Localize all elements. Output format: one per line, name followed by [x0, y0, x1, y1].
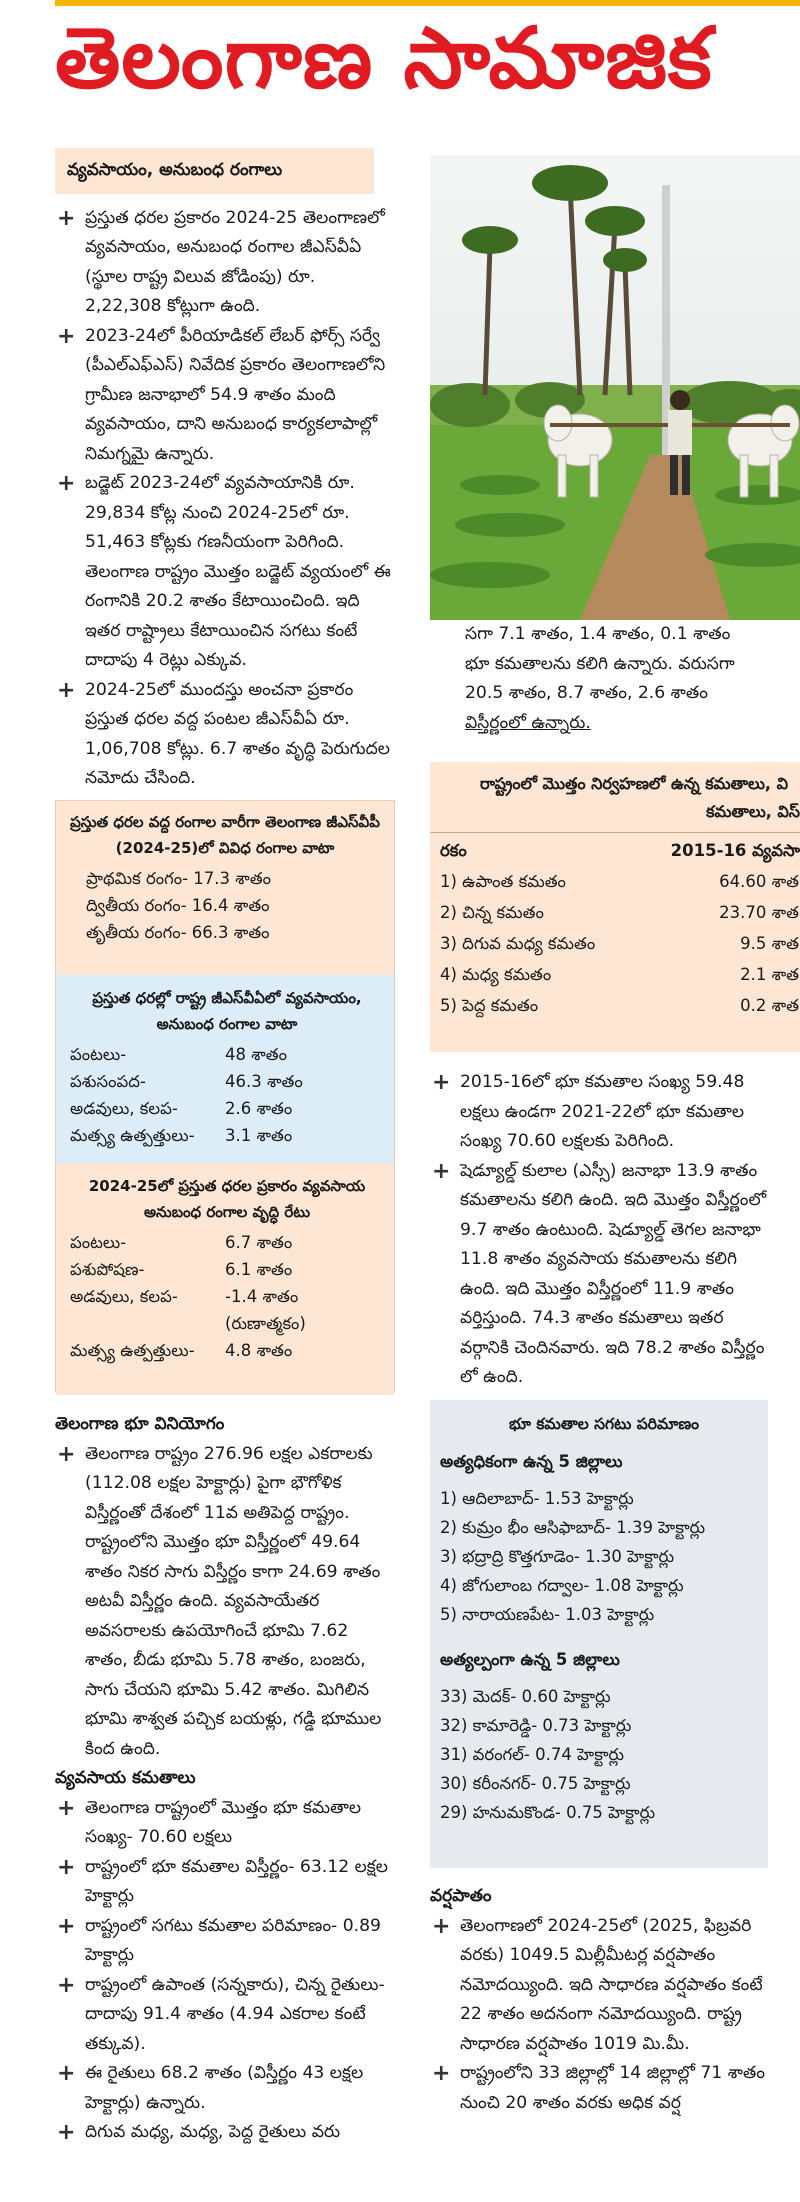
left-column	[55, 148, 395, 794]
rainfall-section	[430, 1882, 770, 2118]
district-row: 33) మెదక్- 0.60 హెక్టార్లు	[440, 1687, 611, 1706]
plus-icon: +	[57, 677, 76, 703]
plus-icon: +	[57, 323, 76, 349]
gsvp-row: తృతీయ రంగం- 66.3 శాతం	[86, 923, 270, 942]
agri-bullet-4: + 2024-25లో ముందస్తు అంచనా ప్రకారం ప్రస్తుత ధరల వద్ద పంటల జీఎస్‌వీఏ రూ. 1,06,708 కోట్లు. 6.7 శాతం వృద్ధి పెరుగుదల నమోదు చేసింది.	[57, 677, 390, 788]
plus-icon: +	[57, 1441, 76, 1467]
land-use-bullets	[55, 1440, 395, 1765]
growth-row: అడవులు, కలప- -1.4 శాతం	[70, 1287, 299, 1306]
sector-boxes	[55, 800, 395, 1392]
holdings-table-header: రకం 2015-16 వ్యవసా	[440, 841, 800, 860]
holdings-table-row: 5) పెద్ద కమతం 0.2 శాత	[440, 996, 799, 1015]
gsvp-row: ప్రాథమిక రంగం- 17.3 శాతం	[86, 869, 272, 888]
right-bullets	[430, 1068, 770, 1393]
holdings-heading: వ్యవసాయ కమతాలు	[55, 1768, 196, 1788]
right-cont-line: విస్తీర్ణంలో ఉన్నారు.	[465, 712, 591, 733]
plus-icon: +	[432, 2061, 451, 2086]
plus-icon: +	[432, 1913, 451, 1939]
plus-icon: +	[57, 1913, 76, 1939]
district-row: 1) ఆదిలాబాద్- 1.53 హెక్టార్లు	[440, 1489, 634, 1508]
holdings-table-grid	[430, 837, 800, 1023]
holdings-table-row: 2) చిన్న కమతం 23.70 శాత	[440, 903, 799, 922]
holdings-bullet: + రాష్ట్రంలో ఉపాంత (సన్నకారు), చిన్న రైతులు- దాదాపు 91.4 శాతం (4.94 ఎకరాల కంటే తక్కువ).	[57, 1972, 385, 2054]
holdings-bullet: + దిగువ మధ్య, మధ్య, పెద్ద రైతులు వరు	[55, 2118, 395, 2148]
agri-bullets	[55, 204, 395, 794]
bullock-plough-illustration	[430, 155, 800, 620]
district-row: 29) హనుమకొండ- 0.75 హెక్టార్లు	[440, 1803, 656, 1822]
holdings-bullet: + రాష్ట్రంలో భూ కమతాల విస్తీర్ణం- 63.12 లక్షల హెక్టార్లు	[57, 1854, 388, 1906]
right-cont-paragraph	[465, 620, 795, 738]
holdings-bullet: + రాష్ట్రంలో సగటు కమతాల పరిమాణం- 0.89 హెక్టార్లు	[57, 1913, 381, 1965]
growth-row: (రుణాత్మకం)	[225, 1314, 306, 1333]
district-row: 32) కామారెడ్డి- 0.73 హెక్టార్లు	[440, 1716, 632, 1735]
rain-bullet-1: + తెలంగాణలో 2024-25లో (2025, ఫిబ్రవరి వరకు) 1049.5 మిల్లీమీటర్ల వర్షపాతం నమోదయ్యింది. ఇది సాధారణ వర్షపాతం కంటే 22 శాతం అదనంగా నమోదయ్యింది. రాష్ట్ర సాధారణ వర్షపాతం 1019 మి.మీ.	[432, 1913, 763, 2054]
agri-bullet-2: + 2023-24లో పీరియాడికల్ లేబర్ ఫోర్స్ సర్వే (పీఎల్ఎఫ్ఎస్) నివేదిక ప్రకారం తెలంగాణలోని గ్రామీణ జనాభాలో 54.9 శాతం మంది వ్యవసాయం, దాని అనుబంధ కార్యకలాపాల్లో నిమగ్నమై ఉన్నారు.	[57, 323, 386, 464]
holdings-table-title-2: కమతాలు, విస్	[706, 802, 800, 821]
plus-icon: +	[57, 1972, 76, 1998]
holdings-table-row: 3) దిగువ మధ్య కమతం 9.5 శాత	[440, 934, 799, 953]
holdings-table-title-1: రాష్ట్రంలో మొత్తం నిర్వహణలో ఉన్న కమతాలు, వి	[480, 774, 788, 793]
agri-heading: వ్యవసాయం, అనుబంధ రంగాలు	[55, 148, 374, 194]
plus-icon: +	[57, 2061, 76, 2086]
land-use-bullet: + తెలంగాణ రాష్ట్రం 276.96 లక్షల ఎకరాలకు (112.08 లక్షల హెక్టార్లు) పైగా భౌగోళిక విస్తీర్ణంతో దేశంలో 11వ అతిపెద్ద రాష్ట్రం. రాష్ట్రంలోని మొత్తం భూ విస్తీర్ణంలో 49.64 శాతం నికర సాగు విస్తీర్ణం కాగా 24.69 శాతం అటవీ విస్తీర్ణం ఉంది. వ్యవసాయేతర అవసరాలకు ఉపయోగించే భూమి 7.62 శాతం, బీడు భూమి 5.78 శాతం, బంజరు, సాగు చేయని భూమి 5.42 శాతం. మిగిలిన భూమి శాశ్వత పచ్చిక బయళ్లు, గడ్డి భూముల కింద ఉంది.	[57, 1441, 382, 1759]
farm-photo	[430, 155, 800, 620]
district-row: 3) భద్రాద్రి కొత్తగూడెం- 1.30 హెక్టార్లు	[440, 1547, 675, 1566]
rain-bullet-2: + రాష్ట్రంలోని 33 జిల్లాల్లో 14 జిల్లాల్లో 71 శాతం నుంచి 20 శాతం వరకు అధిక వర్ష	[432, 2061, 765, 2113]
plus-icon: +	[57, 471, 76, 496]
share-row: అడవులు, కలప- 2.6 శాతం	[70, 1099, 293, 1118]
district-row: 31) వరంగల్- 0.74 హెక్టార్లు	[440, 1745, 625, 1764]
plus-icon: +	[57, 1854, 76, 1880]
headline-title: తెలంగాణ సామాజిక	[55, 9, 713, 107]
most-heading: అత్యధికంగా ఉన్న 5 జిల్లాలు	[440, 1452, 623, 1471]
share-row: పశుసంపద- 46.3 శాతం	[70, 1072, 303, 1091]
plus-icon: +	[57, 205, 76, 231]
holdings-bullets	[55, 1794, 395, 2148]
right-cont-line: భూ కమతాలను కలిగి ఉన్నారు. వరుసగా	[465, 653, 735, 674]
right-cont-line: సగా 7.1 శాతం, 1.4 శాతం, 0.1 శాతం	[465, 624, 731, 644]
gsvp-box	[56, 801, 394, 975]
share-row: పంటలు- 48 శాతం	[70, 1045, 287, 1064]
headline-banner	[0, 0, 800, 120]
right-bullet-1: + 2015-16లో భూ కమతాల సంఖ్య 59.48 లక్షలు ఉండగా 2021-22లో భూ కమతాల సంఖ్య 70.60 లక్షలకు పెరిగింది.	[432, 1070, 745, 1151]
growth-row: పంటలు- 6.7 శాతం	[70, 1233, 293, 1252]
left-lower-column	[55, 1410, 395, 2148]
agri-bullet-1: + ప్రస్తుత ధరల ప్రకారం 2024-25 తెలంగాణలో వ్యవసాయం, అనుబంధ రంగాల జీఎస్‌వీఏ (స్థూల రాష్ట్ర విలువ జోడింపు) రూ. 2,22,308 కోట్లుగా ఉంది.	[57, 205, 385, 316]
headline-rule	[55, 0, 800, 6]
growth-row: పశుపోషణ- 6.1 శాతం	[70, 1260, 293, 1279]
share-title: ప్రస్తుత ధరల్లో రాష్ట్ర జీఎస్‌వీఏలో వ్యవసాయం, అనుబంధ రంగాల వాటా	[92, 989, 362, 1033]
district-row: 30) కరీంనగర్- 0.75 హెక్టార్లు	[440, 1774, 631, 1793]
avg-holding-box	[430, 1400, 768, 1868]
holdings-table-row: 1) ఉపాంత కమతం 64.60 శాత	[440, 872, 799, 891]
holdings-table	[430, 762, 800, 1052]
holdings-table-row: 4) మధ్య కమతం 2.1 శాత	[440, 965, 799, 984]
share-box	[56, 975, 394, 1163]
agri-bullet-3: + బడ్జెట్ 2023-24లో వ్యవసాయానికి రూ. 29,834 కోట్ల నుంచి 2024-25లో రూ. 51,463 కోట్లకు గణనీయంగా పెరిగింది. తెలంగాణ రాష్ట్రం మొత్తం బడ్జెట్ వ్యయంలో ఈ రంగానికి 20.2 శాతం కేటాయించింది. ఇది ఇతర రాష్ట్రాలు కేటాయించిన సగటు కంటే దాదాపు 4 రెట్లు ఎక్కువ.	[57, 471, 391, 670]
plus-icon: +	[432, 1070, 451, 1095]
gsvp-title: ప్రస్తుత ధరల వద్ద రంగాల వారీగా తెలంగాణ జీఎస్‌వీపీ (2024-25)లో వివిధ రంగాల వాటా	[70, 813, 380, 857]
share-row: మత్స్య ఉత్పత్తులు- 3.1 శాతం	[70, 1126, 293, 1145]
holdings-bullet: + తెలంగాణ రాష్ట్రంలో మొత్తం భూ కమతాల సంఖ్య- 70.60 లక్షలు	[57, 1795, 362, 1847]
district-row: 4) జోగులాంబ గద్వాల- 1.08 హెక్టార్లు	[440, 1576, 684, 1595]
holdings-bullet: + ఈ రైతులు 68.2 శాతం (విస్తీర్ణం 43 లక్షల హెక్టార్లు) ఉన్నారు.	[57, 2061, 364, 2113]
rain-heading: వర్షపాతం	[430, 1886, 492, 1906]
district-row: 2) కుమ్రం భీం ఆసిఫాబాద్- 1.39 హెక్టార్లు	[440, 1518, 706, 1537]
plus-icon: +	[57, 2120, 76, 2145]
right-cont-line: 20.5 శాతం, 8.7 శాతం, 2.6 శాతం	[465, 683, 708, 703]
growth-title: 2024-25లో ప్రస్తుత ధరల ప్రకారం వ్యవసాయ అనుబంధ రంగాల వృద్ధి రేటు	[88, 1177, 366, 1221]
avg-box-title: భూ కమతాల సగటు పరిమాణం	[508, 1415, 700, 1433]
district-row: 5) నారాయణపేట- 1.03 హెక్టార్లు	[440, 1605, 655, 1624]
gsvp-row: ద్వితీయ రంగం- 16.4 శాతం	[86, 896, 270, 915]
plus-icon: +	[57, 1795, 76, 1821]
right-bullet-2: + షెడ్యూల్డ్ కులాల (ఎస్సీ) జనాభా 13.9 శాతం కమతాలను కలిగి ఉంది. ఇది మొత్తం విస్తీర్ణంలో 9.7 శాతం ఉంటుంది. షెడ్యూల్డ్ తెగల జనాభా 11.8 శాతం వ్యవసాయ కమతాలను కలిగి ఉంది. ఇది మొత్తం విస్తీర్ణంలో 11.9 శాతం వర్తిస్తుంది. 74.3 శాతం కమతాలు ఇతర వర్గానికి చెందినవారు. ఇది 78.2 శాతం విస్తీర్ణం లో ఉంది.	[432, 1158, 767, 1387]
least-heading: అత్యల్పంగా ఉన్న 5 జిల్లాలు	[440, 1650, 620, 1669]
growth-box	[56, 1163, 394, 1395]
plus-icon: +	[432, 1158, 451, 1184]
growth-row: మత్స్య ఉత్పత్తులు- 4.8 శాతం	[70, 1341, 293, 1360]
land-use-heading: తెలంగాణ భూ వినియోగం	[55, 1414, 225, 1434]
